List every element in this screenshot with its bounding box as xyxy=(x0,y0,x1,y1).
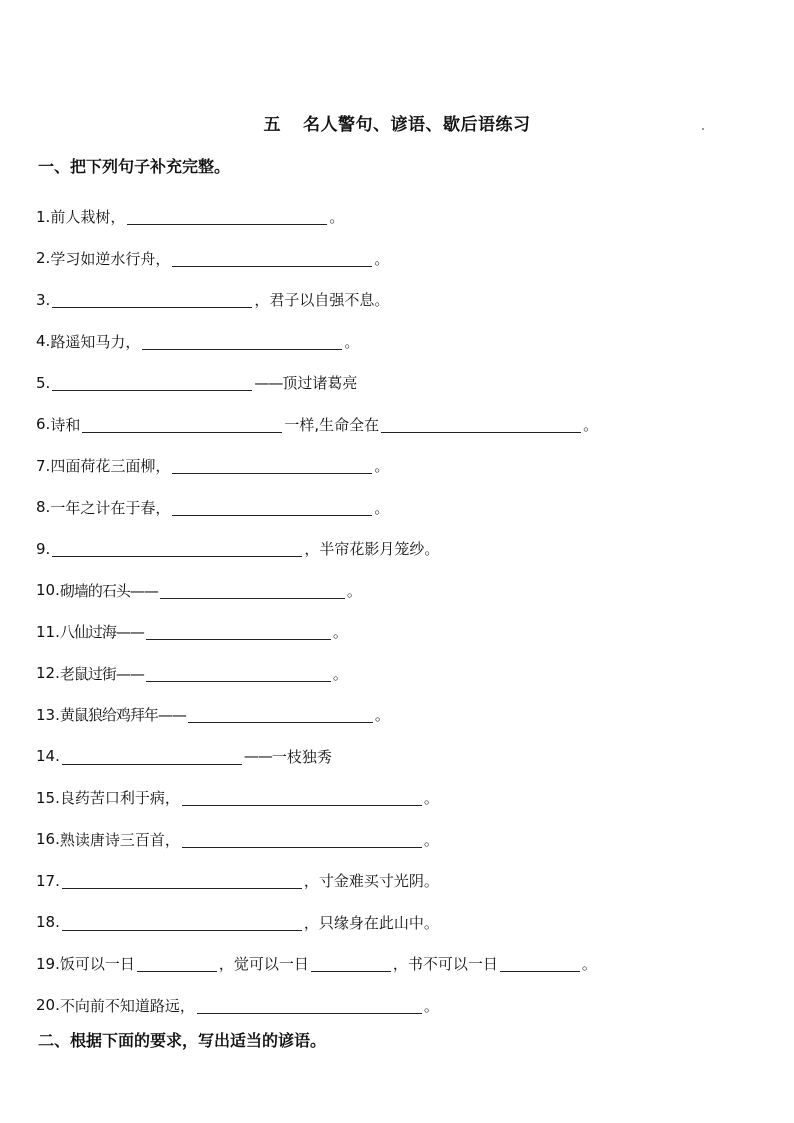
scan-speck xyxy=(702,128,704,130)
list-item xyxy=(36,736,756,778)
answer-blank[interactable] xyxy=(197,997,422,1014)
item-text: 。 xyxy=(344,332,360,351)
item-text: 。 xyxy=(374,457,390,476)
item-text: 前人栽树， xyxy=(50,208,126,227)
list-item xyxy=(36,404,756,446)
section-heading-1: 一、把下列句子补充完整。 xyxy=(38,157,231,176)
item-text: 熟读唐诗三百首， xyxy=(59,830,180,849)
list-item xyxy=(36,445,756,487)
list-item xyxy=(36,487,756,529)
answer-blank[interactable] xyxy=(182,831,422,848)
item-text: ，半帘花影月笼纱。 xyxy=(304,540,440,559)
item-number: 15. xyxy=(36,788,60,807)
section-heading-2: 二、根据下面的要求，写出适当的谚语。 xyxy=(38,1031,327,1050)
item-text: ，觉可以一日 xyxy=(218,955,309,974)
item-text: 。 xyxy=(423,830,439,849)
item-number: 9. xyxy=(36,539,51,558)
item-text: 一年之计在于春， xyxy=(50,498,171,517)
item-text: 。 xyxy=(374,706,390,725)
answer-blank[interactable] xyxy=(127,208,327,225)
list-item xyxy=(36,196,756,238)
item-number: 17. xyxy=(36,871,60,890)
list-item xyxy=(36,985,756,1027)
list-item xyxy=(36,362,756,404)
item-number: 3. xyxy=(36,290,51,309)
title-number: 五 xyxy=(263,115,281,135)
answer-blank[interactable] xyxy=(82,416,282,433)
answer-blank[interactable] xyxy=(142,333,342,350)
item-text: 不向前不知道路远， xyxy=(59,996,195,1015)
item-text: 路遥知马力， xyxy=(50,332,141,351)
list-item xyxy=(36,279,756,321)
list-item xyxy=(36,902,756,944)
item-number: 16. xyxy=(36,830,60,849)
item-text: 。 xyxy=(329,208,345,227)
item-text: 四面荷花三面柳， xyxy=(50,457,171,476)
list-item xyxy=(36,528,756,570)
item-text: 。 xyxy=(423,996,439,1015)
answer-blank[interactable] xyxy=(172,457,372,474)
item-text: 。 xyxy=(374,498,390,517)
answer-blank[interactable] xyxy=(146,623,331,640)
list-item xyxy=(36,653,756,695)
item-number: 6. xyxy=(36,415,51,434)
worksheet-title xyxy=(0,110,794,135)
item-text: 老鼠过街—— xyxy=(59,664,144,683)
item-number: 7. xyxy=(36,456,51,475)
item-text: ，只缘身在此山中。 xyxy=(303,913,439,932)
answer-blank[interactable] xyxy=(172,250,372,267)
item-number: 18. xyxy=(36,913,60,932)
item-text: 。 xyxy=(581,955,597,974)
answer-blank[interactable] xyxy=(62,748,242,765)
item-text: 黄鼠狼给鸡拜年—— xyxy=(59,706,186,725)
item-text: 。 xyxy=(332,623,348,642)
item-text: 顶过诸葛亮 xyxy=(282,374,358,393)
list-item xyxy=(36,321,756,363)
list-item xyxy=(36,570,756,612)
list-item xyxy=(36,860,756,902)
item-text: 一样,生命全在 xyxy=(284,415,380,434)
item-number: 14. xyxy=(36,747,60,766)
item-number: 10. xyxy=(36,581,60,600)
list-item xyxy=(36,611,756,653)
item-number: 8. xyxy=(36,498,51,517)
item-dash: —— xyxy=(243,747,272,766)
item-text: 学习如逆水行舟， xyxy=(50,249,171,268)
item-text: 诗和 xyxy=(50,415,81,434)
item-text: ，书不可以一日 xyxy=(392,955,498,974)
exercise-list xyxy=(36,196,756,1026)
item-text: 八仙过海—— xyxy=(59,623,144,642)
item-text: 一枝独秀 xyxy=(271,747,332,766)
item-number: 20. xyxy=(36,996,60,1015)
answer-blank[interactable] xyxy=(52,540,302,557)
item-number: 2. xyxy=(36,249,51,268)
item-number: 19. xyxy=(36,954,60,973)
item-text: 。 xyxy=(583,415,599,434)
item-text: ，寸金难买寸光阴。 xyxy=(303,872,439,891)
answer-blank[interactable] xyxy=(62,872,302,889)
item-number: 5. xyxy=(36,373,51,392)
item-number: 11. xyxy=(36,622,60,641)
answer-blank[interactable] xyxy=(146,665,331,682)
answer-blank[interactable] xyxy=(137,955,217,972)
list-item xyxy=(36,943,756,985)
item-text: 。 xyxy=(332,664,348,683)
list-item xyxy=(36,238,756,280)
item-text: 。 xyxy=(374,249,390,268)
item-text: 良药苦口利于病， xyxy=(59,789,180,808)
answer-blank[interactable] xyxy=(311,955,391,972)
item-text: ，君子以自强不息。 xyxy=(254,291,390,310)
answer-blank[interactable] xyxy=(500,955,580,972)
answer-blank[interactable] xyxy=(160,582,345,599)
list-item xyxy=(36,777,756,819)
item-dash: —— xyxy=(254,373,283,392)
answer-blank[interactable] xyxy=(52,291,252,308)
answer-blank[interactable] xyxy=(381,416,581,433)
answer-blank[interactable] xyxy=(52,374,252,391)
item-text: 砌墙的石头—— xyxy=(59,581,158,600)
item-number: 12. xyxy=(36,664,60,683)
answer-blank[interactable] xyxy=(62,914,302,931)
list-item xyxy=(36,819,756,861)
answer-blank[interactable] xyxy=(188,706,373,723)
item-text: 饭可以一日 xyxy=(59,955,135,974)
item-number: 13. xyxy=(36,705,60,724)
item-number: 4. xyxy=(36,332,51,351)
item-text: 。 xyxy=(346,581,362,600)
list-item xyxy=(36,694,756,736)
title-text: 名人警句、谚语、歇后语练习 xyxy=(303,115,531,135)
item-number: 1. xyxy=(36,207,51,226)
item-text: 。 xyxy=(423,789,439,808)
answer-blank[interactable] xyxy=(182,789,422,806)
answer-blank[interactable] xyxy=(172,499,372,516)
